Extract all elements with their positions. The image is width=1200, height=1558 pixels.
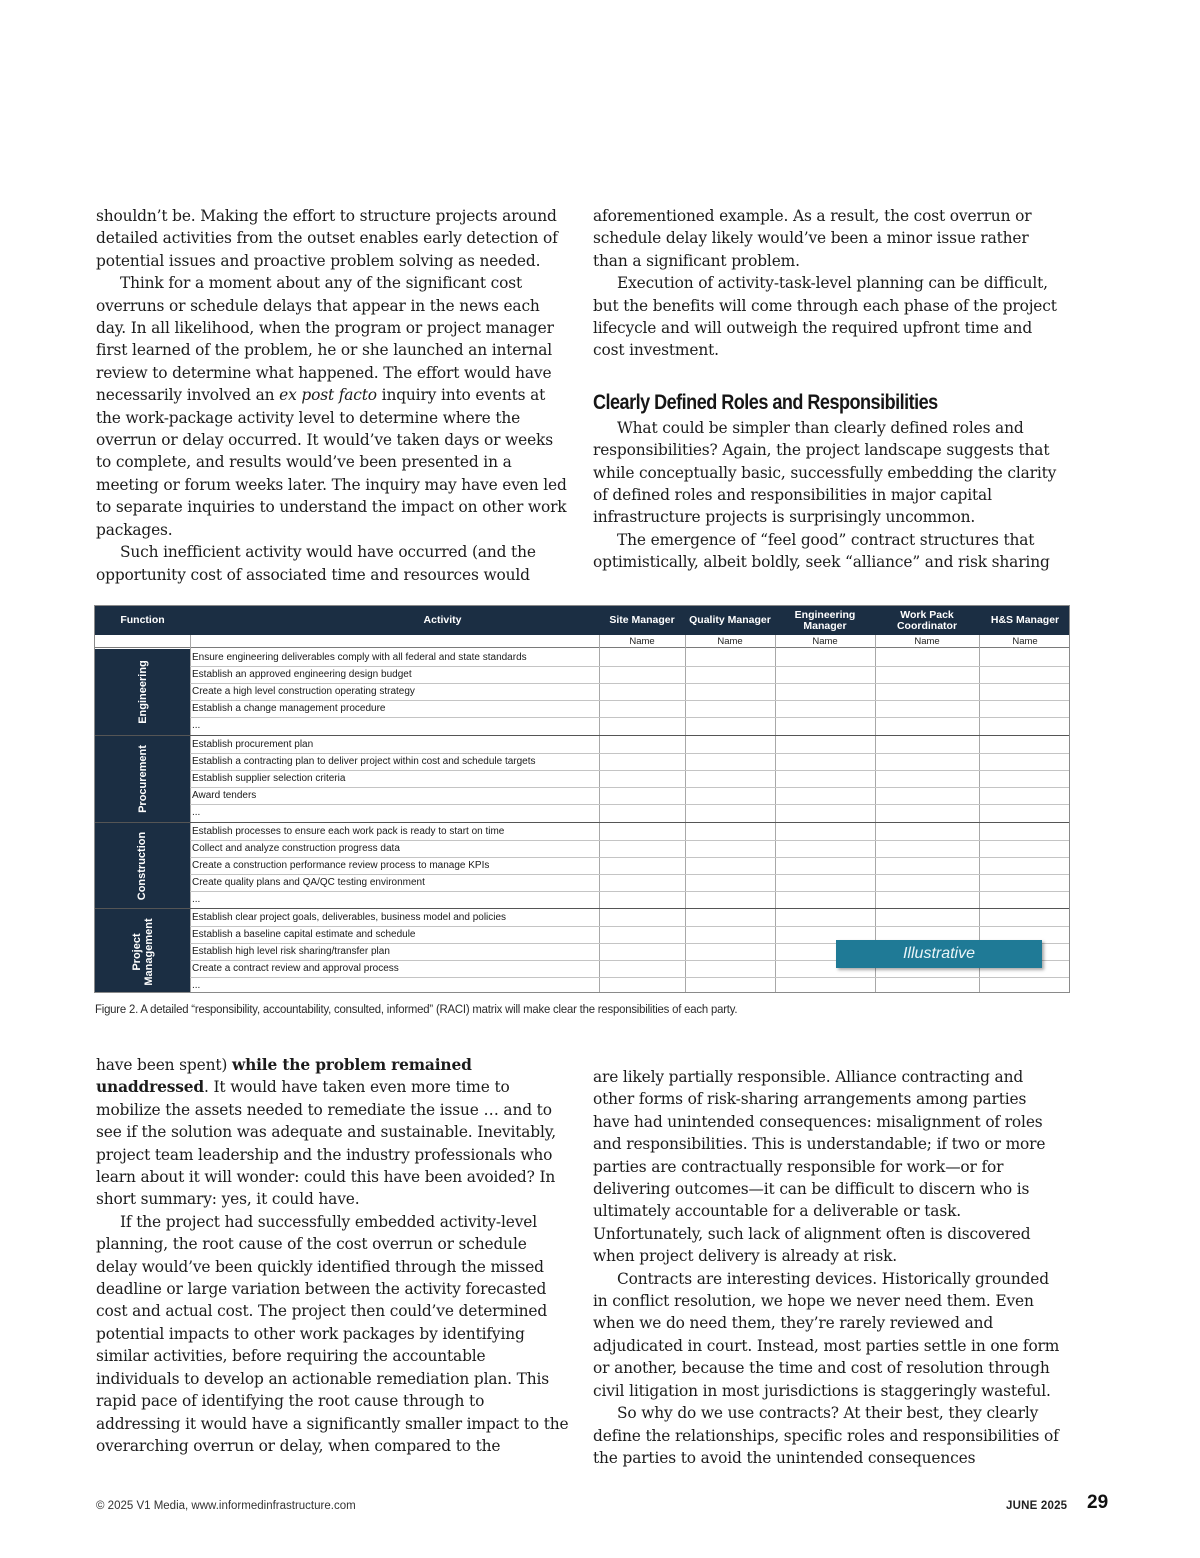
paragraph: shouldn’t be. Making the effort to structure projects around detailed activities from the outset enables early detection of potential issues and proactive problem solving as needed. [96, 207, 558, 270]
bottom-left-column [96, 1054, 570, 1457]
figure-caption: Figure 2. A detailed “responsibility, accountability, consulted, informed” (RACI) matrix will make clear the responsibilities of each party. [95, 1002, 738, 1016]
function-procurement: Procurement [95, 736, 190, 822]
activity-cell: Award tenders [192, 790, 257, 801]
paragraph: So why do we use contracts? At their best, they clearly define the relationships, specific roles and responsibilities of the parties to avoid the unintended consequences [593, 1404, 1059, 1467]
activity-cell: Establish a change management procedure [192, 703, 386, 714]
activity-cell: Create a high level construction operating strategy [192, 686, 415, 697]
paragraph: Execution of activity-task-level planning can be difficult, but the benefits will come through each phase of the project lifecycle and will outweigh the required upfront time and cost investment. [593, 274, 1057, 360]
header-quality-manager: Quality Manager [689, 614, 771, 626]
paragraph: Contracts are interesting devices. Historically grounded in conflict resolution, we hope we never need them. Even when we do need them, they’re rarely reviewed and adjudicated in court. Instead, most parties settle in one form or another, because the time and cost of resolution through civil litigation in most jurisdictions is staggeringly wasteful. [593, 1269, 1060, 1400]
paragraph: What could be simpler than clearly defined roles and responsibilities? Again, the project landscape suggests that while conceptually basic, successfully embedding the clarity of defined roles and responsibilities in major capital infrastructure projects is surprisingly uncommon. [593, 418, 1057, 527]
activity-cell: ... [192, 980, 201, 991]
activity-cell: Collect and analyze construction progress data [192, 843, 400, 854]
footer-date: JUNE 2025 [1006, 1500, 1068, 1512]
raci-matrix-figure [94, 605, 1070, 993]
header-engineering-manager: Engineering Manager [794, 608, 856, 632]
activity-cell: ... [192, 720, 201, 731]
activity-cell: Establish a baseline capital estimate and schedule [192, 929, 416, 940]
paragraph: have been spent) while the problem remained unaddressed. It would have taken even more time to mobilize the assets needed to remediate the issue … and to see if the solution was adequate and sustainable. Inevitably, project team leadership and the industry professionals who learn about it will wonder: could this have been avoided? In short summary: yes, it could have. [96, 1056, 557, 1209]
activity-cell: Ensure engineering deliverables comply with all federal and state standards [192, 652, 527, 663]
activity-cell: ... [192, 894, 201, 905]
top-left-column [96, 205, 570, 586]
name-cell: Name [717, 636, 743, 647]
activity-cell: Establish an approved engineering design budget [192, 669, 412, 680]
bottom-right-column [593, 1066, 1067, 1469]
activity-cell: Establish high level risk sharing/transfer plan [192, 946, 390, 957]
activity-cell: Establish supplier selection criteria [192, 773, 346, 784]
paragraph: If the project had successfully embedded activity-level planning, the root cause of the cost overrun or schedule delay would’ve been quickly identified through the missed deadline or large variation between the activity forecasted cost and actual cost. The project then could’ve determined potential impacts to other work packages by identifying similar activities, before requiring the accountable individuals to develop an actionable remediation plan. This rapid pace of identifying the root cause through to addressing it would have a significantly smaller impact to the overarching overrun or delay, when compared to the [96, 1212, 569, 1455]
activity-cell: Create a contract review and approval process [192, 963, 399, 974]
function-construction: Construction [95, 823, 190, 908]
header-site-manager: Site Manager [609, 614, 675, 626]
header-work-pack-coordinator: Work Pack Coordinator [896, 608, 958, 632]
activity-cell: Establish clear project goals, deliverables, business model and policies [192, 912, 507, 923]
activity-cell: Create quality plans and QA/QC testing environment [192, 877, 425, 888]
name-cell: Name [629, 636, 655, 647]
page-number: 29 [1087, 1492, 1109, 1513]
top-right-column [593, 205, 1067, 574]
name-cell: Name [1012, 636, 1038, 647]
paragraph: are likely partially responsible. Alliance contracting and other forms of risk-sharing arrangements among parties have had unintended consequences: misalignment of roles and responsibilities. This is understandable; if two or more parties are contractually responsible for work—or for delivering outcomes—it can be difficult to discern who is ultimately accountable for a deliverable or task. Unfortunately, such lack of alignment often is discovered when project delivery is already at risk. [593, 1068, 1046, 1266]
header-function: Function [120, 614, 165, 626]
name-cell: Name [914, 636, 940, 647]
paragraph: The emergence of “feel good” contract structures that optimistically, albeit boldly, seek “alliance” and risk sharing [593, 530, 1050, 572]
header-hs-manager: H&S Manager [990, 614, 1060, 626]
activity-cell: Establish procurement plan [192, 739, 314, 750]
activity-cell: Create a construction performance review process to manage KPIs [192, 860, 490, 871]
activity-cell: Establish a contracting plan to deliver project within cost and schedule targets [192, 756, 536, 767]
grid-line [190, 635, 191, 993]
activity-cell: Establish processes to ensure each work pack is ready to start on time [192, 826, 505, 837]
footer-copyright: © 2025 V1 Media, www.informedinfrastructure.com [96, 1500, 356, 1512]
header-activity: Activity [423, 614, 462, 626]
paragraph: Think for a moment about any of the significant cost overruns or schedule delays that appear in the news each day. In all likelihood, when the program or project manager first learned of the problem, he or she launched an internal review to determine what happened. The effort would have necessarily involved an ex post facto inquiry into events at the work-package activity level to determine where the overrun or delay occurred. It would’ve taken days or weeks to complete, and results would’ve been presented in a meeting or forum weeks later. The inquiry may have even led to separate inquiries to understand the impact on other work packages. [96, 274, 567, 539]
emphasis-text: ex post facto [279, 386, 377, 405]
activity-cell: ... [192, 807, 201, 818]
name-cell: Name [812, 636, 838, 647]
section-heading: Clearly Defined Roles and Responsibilities [593, 390, 938, 414]
bold-text: while the problem remained unaddressed [96, 1056, 472, 1097]
function-engineering: Engineering [95, 649, 190, 735]
grid-line [775, 635, 776, 993]
illustrative-badge: Illustrative [836, 940, 1042, 968]
paragraph: Such inefficient activity would have occurred (and the opportunity cost of associated time and resources would [96, 543, 536, 584]
paragraph: aforementioned example. As a result, the cost overrun or schedule delay likely would’ve been a minor issue rather than a significant problem. [593, 207, 1032, 270]
function-project-management: Project Management [95, 909, 190, 993]
